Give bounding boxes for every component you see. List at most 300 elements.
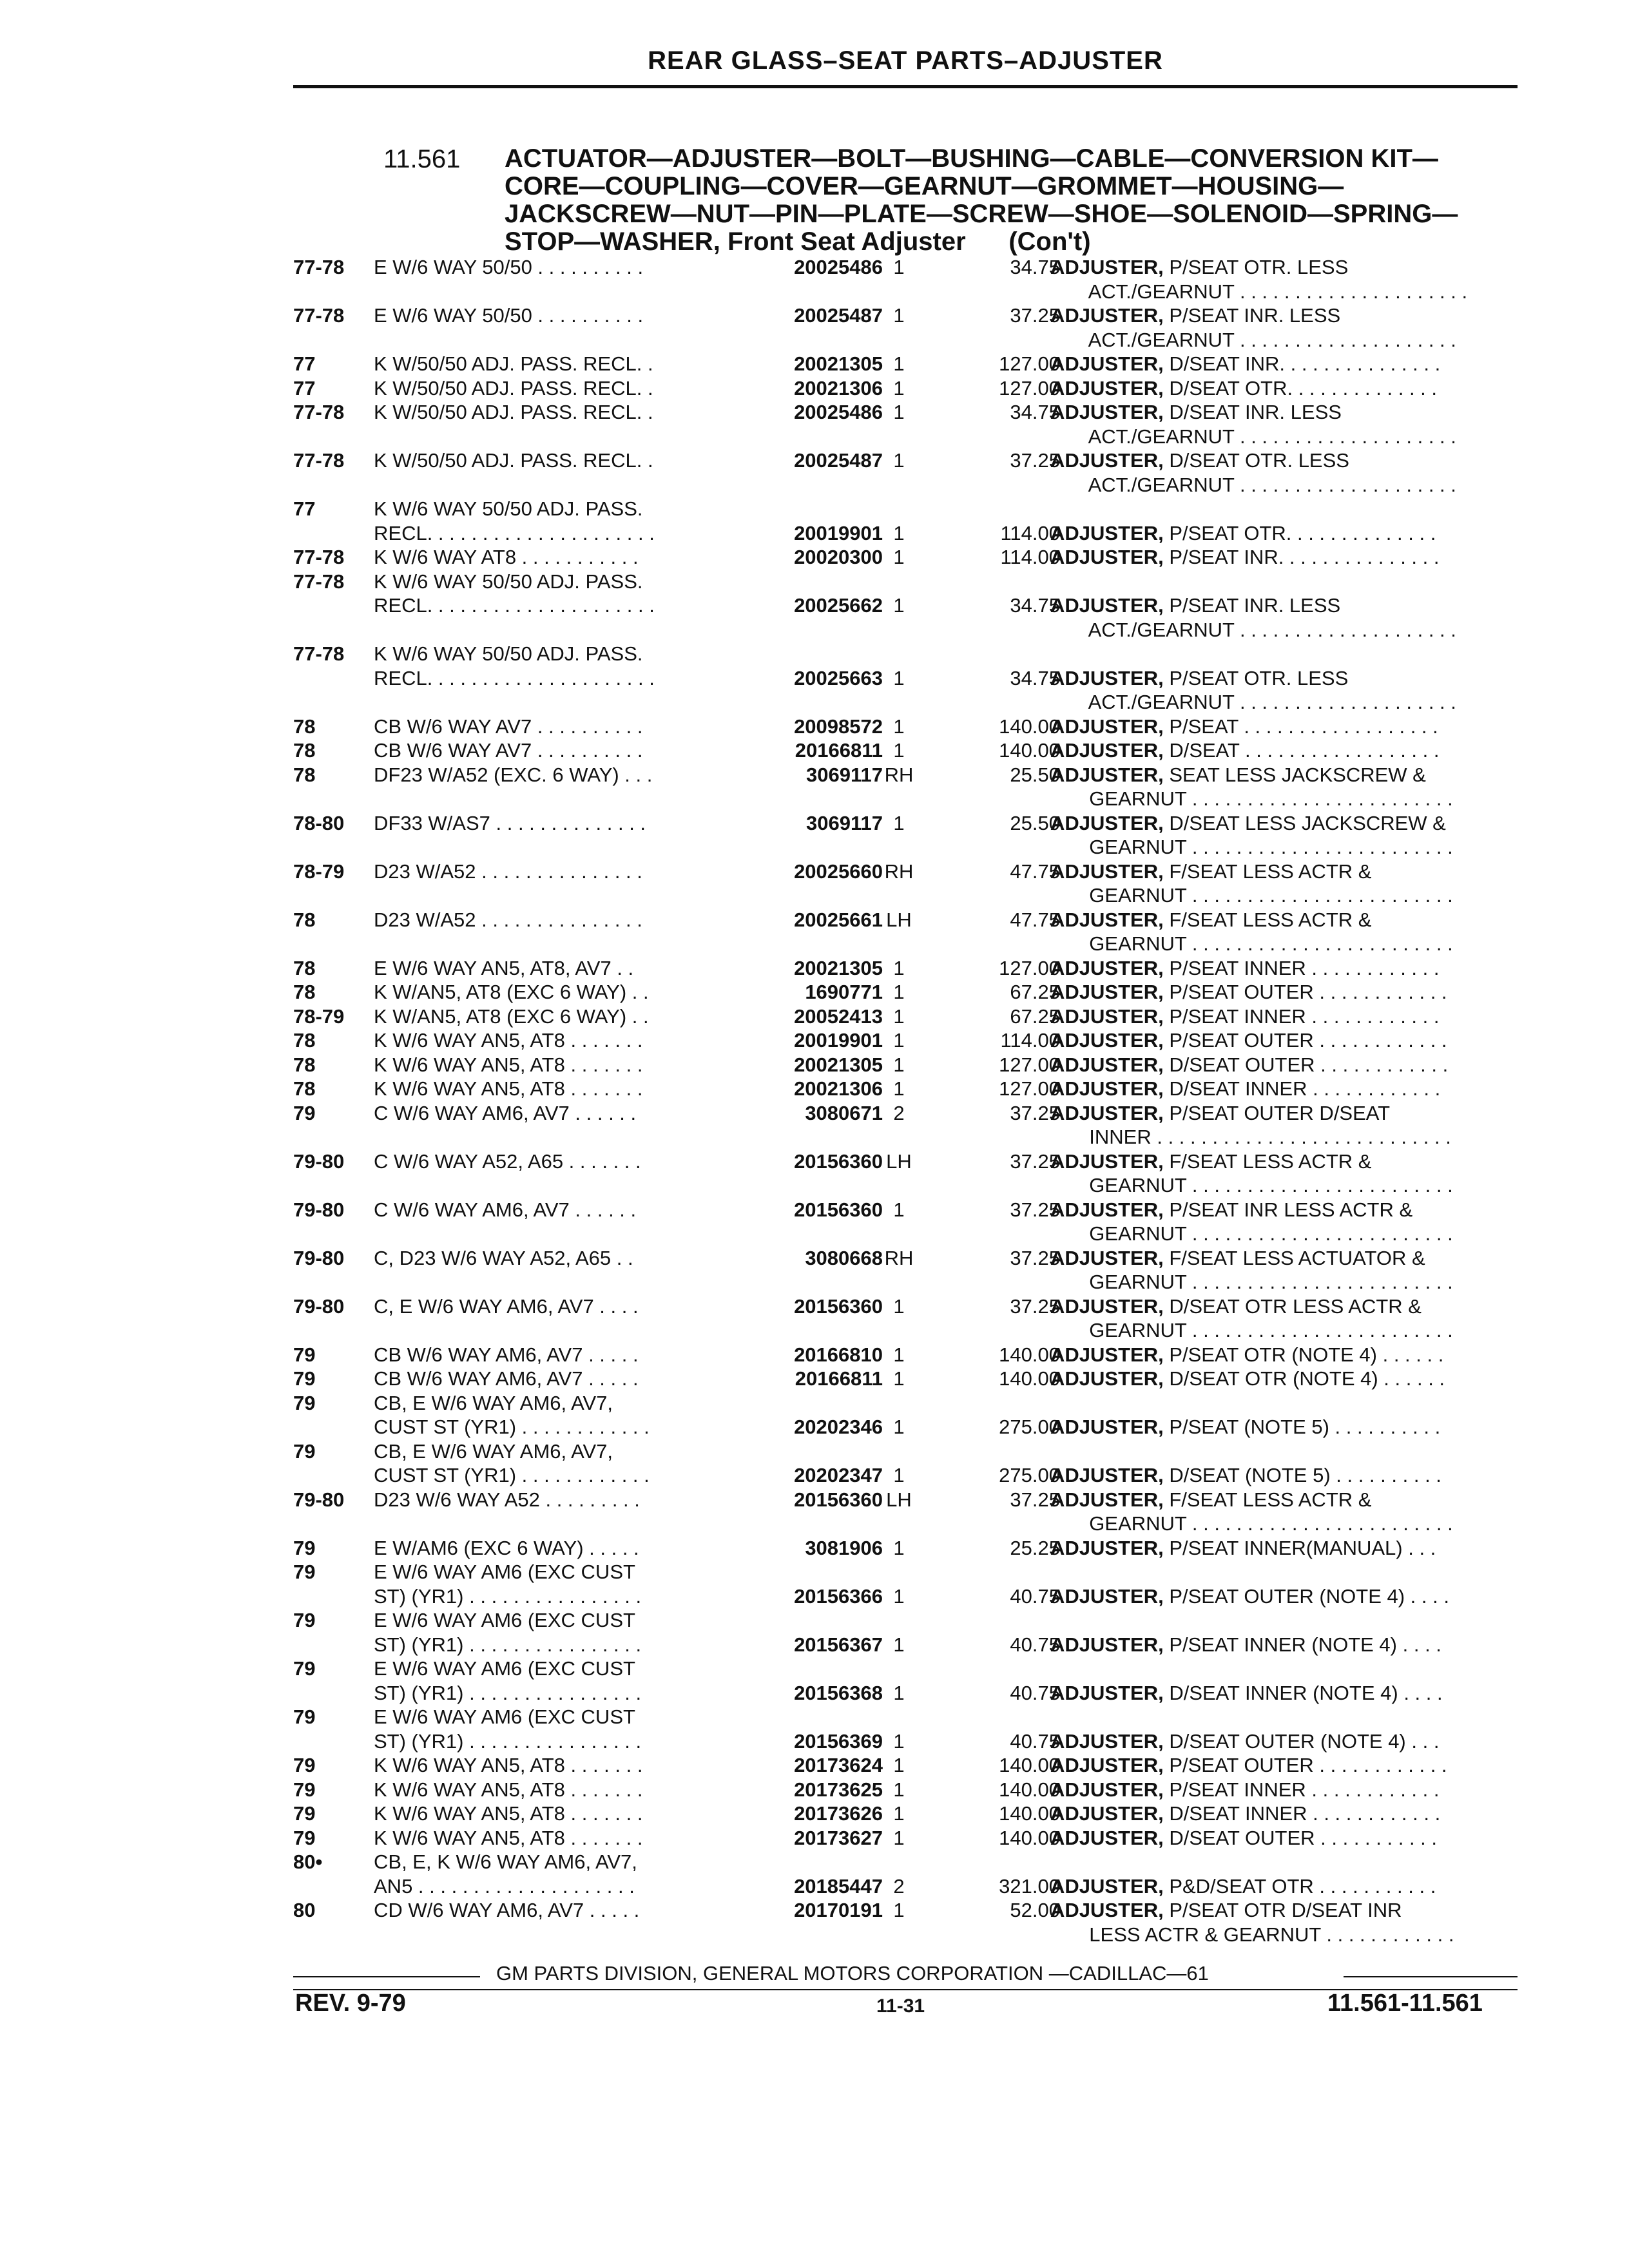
part-description: D/SEAT INNER . . . . . . . . . . . . — [1163, 1077, 1441, 1100]
application-cell: E W/6 WAY 50/50 . . . . . . . . . . — [374, 304, 644, 327]
year-cell: 77-78 — [293, 256, 345, 278]
part-name: ADJUSTER, — [1050, 666, 1164, 689]
description-cell — [1050, 1488, 1371, 1512]
year-cell: 79-80 — [293, 1246, 345, 1269]
parts-list — [293, 255, 1530, 1946]
part-description: D/SEAT INNER . . . . . . . . . . . . — [1163, 1802, 1441, 1825]
quantity-cell: 1 — [893, 521, 905, 544]
part-description: P/SEAT OTR D/SEAT INR — [1163, 1899, 1402, 1921]
table-row — [293, 1536, 1530, 1561]
application-cell: K W/6 WAY AN5, AT8 . . . . . . . — [374, 1802, 643, 1825]
description-cell — [1050, 1343, 1443, 1367]
part-number-cell: 20098572 — [794, 715, 883, 738]
part-description: P/SEAT OUTER D/SEAT — [1163, 1101, 1391, 1124]
quantity-cell: 1 — [893, 1778, 905, 1801]
price-cell: 140.00 — [999, 1343, 1060, 1366]
year-cell: 77-78 — [293, 546, 345, 568]
table-row — [293, 1802, 1530, 1826]
quantity-cell: 1 — [893, 449, 905, 472]
quantity-cell: 1 — [893, 352, 905, 375]
price-cell: 25.50 — [1010, 763, 1060, 786]
application-cell: CB, E W/6 WAY AM6, AV7, — [374, 1439, 613, 1463]
part-name: ADJUSTER, — [1050, 256, 1164, 278]
table-row — [293, 883, 1530, 908]
table-row — [293, 1463, 1530, 1488]
application-cell: K W/6 WAY AN5, AT8 . . . . . . . — [374, 1754, 643, 1776]
price-cell: 127.00 — [999, 1077, 1060, 1100]
year-cell: 78 — [293, 1053, 316, 1076]
quantity-cell: RH — [884, 763, 914, 786]
part-description: D/SEAT OTR. . . . . . . . . . . . . . — [1163, 376, 1438, 399]
part-number-cell: 3069117 — [806, 811, 883, 834]
year-cell: 77-78 — [293, 401, 345, 423]
part-name: ADJUSTER, — [1050, 1004, 1164, 1028]
application-cell: CUST ST (YR1) . . . . . . . . . . . . — [374, 1416, 650, 1438]
part-number-cell: 3080671 — [805, 1101, 883, 1124]
application-cell: DF23 W/A52 (EXC. 6 WAY) . . . — [374, 763, 653, 786]
quantity-cell: 2 — [893, 1874, 905, 1898]
table-row — [293, 1391, 1530, 1416]
year-cell: 79 — [293, 1367, 316, 1390]
part-description: P/SEAT INR. LESS — [1163, 304, 1341, 327]
year-cell: 78 — [293, 763, 316, 786]
part-number-cell: 20052413 — [794, 1004, 883, 1028]
price-cell: 37.25 — [1010, 304, 1060, 327]
year-cell: 79-80 — [293, 1488, 345, 1511]
part-number-cell: 20025660 — [794, 860, 883, 883]
price-cell: 140.00 — [999, 739, 1060, 762]
quantity-cell: 1 — [893, 1633, 905, 1656]
price-cell: 127.00 — [999, 352, 1060, 375]
part-description: D/SEAT . . . . . . . . . . . . . . . . . . — [1163, 739, 1440, 762]
year-cell: 77-78 — [293, 570, 345, 593]
table-row — [293, 473, 1530, 497]
year-cell: 78 — [293, 908, 316, 931]
price-cell: 25.50 — [1010, 811, 1060, 834]
part-description: GEARNUT . . . . . . . . . . . . . . . . . . . . . . . . — [1050, 1174, 1453, 1196]
part-description: D/SEAT OTR LESS ACTR & — [1163, 1294, 1422, 1318]
price-cell: 114.00 — [1000, 1029, 1060, 1052]
quantity-cell: 1 — [893, 1198, 905, 1221]
table-row — [293, 1608, 1530, 1633]
part-description: D/SEAT OUTER . . . . . . . . . . . — [1163, 1826, 1438, 1849]
table-row — [293, 1512, 1530, 1536]
quantity-cell: 1 — [893, 1367, 905, 1390]
price-cell: 275.00 — [999, 1464, 1060, 1486]
application-cell: K W/6 WAY 50/50 ADJ. PASS. — [374, 497, 643, 520]
description-cell — [1050, 1802, 1440, 1826]
part-description: SEAT LESS JACKSCREW & — [1163, 763, 1426, 786]
description-cell — [1050, 980, 1447, 1004]
table-row — [293, 593, 1530, 618]
quantity-cell: 1 — [893, 1754, 905, 1776]
application-cell: CUST ST (YR1) . . . . . . . . . . . . — [374, 1464, 650, 1486]
part-description: P/SEAT OTR. LESS — [1163, 256, 1349, 278]
quantity-cell: 1 — [893, 739, 905, 762]
price-cell: 127.00 — [999, 1053, 1060, 1076]
description-cell — [1050, 690, 1456, 715]
table-row — [293, 1222, 1530, 1246]
description-cell — [1050, 1149, 1371, 1174]
part-description: P/SEAT INR. . . . . . . . . . . . . . . — [1163, 546, 1440, 568]
price-cell: 37.25 — [1010, 1488, 1060, 1511]
year-cell: 77-78 — [293, 304, 345, 327]
description-cell — [1050, 1198, 1412, 1222]
description-cell — [1050, 666, 1348, 691]
part-number-cell: 20202346 — [794, 1416, 883, 1438]
part-description: ACT./GEARNUT . . . . . . . . . . . . . . . . . . . . — [1050, 328, 1456, 351]
table-row — [293, 1850, 1530, 1874]
part-name: ADJUSTER, — [1050, 1778, 1164, 1801]
application-cell: RECL. . . . . . . . . . . . . . . . . . . . . — [374, 594, 655, 617]
table-row — [293, 1584, 1530, 1609]
description-cell — [1050, 811, 1446, 836]
table-row — [293, 1753, 1530, 1778]
part-number-cell: 20025487 — [794, 449, 883, 472]
table-row — [293, 1923, 1530, 1947]
table-row — [293, 1898, 1530, 1923]
part-name: ADJUSTER, — [1050, 449, 1164, 472]
part-name: ADJUSTER, — [1050, 763, 1164, 786]
table-row — [293, 497, 1530, 521]
description-cell — [1050, 593, 1340, 618]
table-row — [293, 280, 1530, 304]
part-name: ADJUSTER, — [1050, 1729, 1164, 1753]
page-number: 11-31 — [876, 1995, 925, 2017]
quantity-cell: 2 — [893, 1101, 905, 1124]
part-name: ADJUSTER, — [1050, 811, 1164, 834]
table-row — [293, 255, 1530, 280]
part-description: P/SEAT INR. LESS — [1163, 594, 1341, 617]
part-description: GEARNUT . . . . . . . . . . . . . . . . . . . . . . . . — [1050, 1319, 1453, 1341]
quantity-cell: 1 — [893, 594, 905, 617]
part-description: P&D/SEAT OTR . . . . . . . . . . . — [1163, 1874, 1436, 1898]
description-cell — [1050, 618, 1456, 642]
application-cell: K W/6 WAY AN5, AT8 . . . . . . . — [374, 1778, 643, 1801]
part-number-cell: 20156360 — [794, 1294, 883, 1318]
application-cell: C, D23 W/6 WAY A52, A65 . . — [374, 1246, 633, 1269]
application-cell: E W/6 WAY AM6 (EXC CUST — [374, 1706, 635, 1728]
price-cell: 34.75 — [1010, 256, 1060, 278]
table-row — [293, 715, 1530, 739]
description-cell — [1050, 715, 1438, 739]
quantity-cell: LH — [886, 1488, 912, 1511]
year-cell: 78 — [293, 1077, 316, 1100]
part-name: ADJUSTER, — [1050, 1246, 1164, 1269]
part-description: GEARNUT . . . . . . . . . . . . . . . . . . . . . . . . — [1050, 932, 1453, 955]
part-description: ACT./GEARNUT . . . . . . . . . . . . . . . . . . . . . — [1050, 280, 1468, 303]
quantity-cell: LH — [886, 908, 912, 931]
year-cell: 79 — [293, 1536, 316, 1559]
part-number-cell: 20021305 — [794, 1053, 883, 1076]
description-cell — [1050, 473, 1456, 497]
part-description: D/SEAT INNER (NOTE 4) . . . . — [1163, 1681, 1443, 1704]
description-cell — [1050, 1536, 1436, 1561]
year-cell: 77-78 — [293, 642, 345, 665]
part-description: D/SEAT INR. LESS — [1163, 401, 1342, 423]
description-cell — [1050, 932, 1453, 956]
application-cell: K W/50/50 ADJ. PASS. RECL. . — [374, 376, 653, 399]
part-description: D/SEAT OUTER (NOTE 4) . . . — [1163, 1729, 1440, 1753]
table-row — [293, 1729, 1530, 1754]
part-number-cell: 20025661 — [794, 908, 883, 931]
quantity-cell: 1 — [893, 1416, 905, 1438]
part-number-cell: 20173627 — [794, 1826, 883, 1849]
application-cell: ST) (YR1) . . . . . . . . . . . . . . . . — [374, 1681, 642, 1704]
part-number-cell: 20166811 — [795, 1367, 883, 1390]
part-description: GEARNUT . . . . . . . . . . . . . . . . . . . . . . . . — [1050, 884, 1453, 907]
year-cell: 79 — [293, 1754, 316, 1776]
table-row — [293, 811, 1530, 836]
table-row — [293, 1125, 1530, 1149]
price-cell: 37.25 — [1010, 1198, 1060, 1221]
part-number-cell: 20025486 — [794, 401, 883, 423]
quantity-cell: 1 — [893, 666, 905, 689]
description-cell — [1050, 352, 1440, 376]
year-cell: 77 — [293, 497, 316, 520]
application-cell: E W/6 WAY AM6 (EXC CUST — [374, 1657, 635, 1680]
quantity-cell: 1 — [893, 1004, 905, 1028]
price-cell: 34.75 — [1010, 594, 1060, 617]
price-cell: 67.25 — [1010, 981, 1060, 1003]
application-cell: E W/6 WAY AM6 (EXC CUST — [374, 1561, 635, 1583]
application-cell: C W/6 WAY A52, A65 . . . . . . . — [374, 1149, 641, 1173]
table-row — [293, 1173, 1530, 1198]
description-cell — [1050, 738, 1439, 763]
description-cell — [1050, 1463, 1441, 1488]
table-row — [293, 1633, 1530, 1657]
description-cell — [1050, 1270, 1453, 1294]
application-cell: K W/AN5, AT8 (EXC 6 WAY) . . — [374, 1004, 649, 1028]
year-cell: 79 — [293, 1101, 316, 1124]
year-cell: 79-80 — [293, 1149, 345, 1173]
part-number-cell: 20173624 — [794, 1754, 883, 1776]
section-number: 11.561 — [383, 145, 461, 173]
year-cell: 79-80 — [293, 1294, 345, 1318]
table-row — [293, 1198, 1530, 1222]
description-cell — [1050, 883, 1453, 908]
description-cell — [1050, 860, 1371, 884]
part-name: ADJUSTER, — [1050, 1681, 1164, 1704]
revision-label: REV. 9-79 — [295, 1990, 406, 2017]
description-cell — [1050, 1753, 1447, 1778]
year-cell: 77-78 — [293, 449, 345, 472]
year-cell: 79 — [293, 1609, 316, 1631]
table-row — [293, 1367, 1530, 1391]
price-cell: 47.75 — [1010, 860, 1060, 883]
part-number-cell: 20021306 — [794, 376, 883, 399]
quantity-cell: 1 — [893, 256, 905, 278]
price-cell: 47.75 — [1010, 908, 1060, 931]
description-cell — [1050, 303, 1340, 328]
application-cell: K W/6 WAY AN5, AT8 . . . . . . . — [374, 1077, 643, 1100]
description-cell — [1050, 1633, 1441, 1657]
quantity-cell: 1 — [893, 401, 905, 423]
part-number-cell: 20156368 — [794, 1681, 883, 1704]
application-cell: K W/6 WAY AN5, AT8 . . . . . . . — [374, 1826, 643, 1849]
part-name: ADJUSTER, — [1050, 1536, 1164, 1559]
part-number-cell: 20156366 — [794, 1584, 883, 1608]
application-cell: RECL. . . . . . . . . . . . . . . . . . . . . — [374, 666, 655, 689]
price-cell: 140.00 — [999, 1826, 1060, 1849]
table-row — [293, 521, 1530, 546]
price-cell: 275.00 — [999, 1416, 1060, 1438]
year-cell: 77 — [293, 376, 316, 399]
price-cell: 37.25 — [1010, 1149, 1060, 1173]
table-row — [293, 448, 1530, 473]
part-description: D/SEAT INR. . . . . . . . . . . . . . . — [1163, 352, 1441, 375]
application-cell: K W/50/50 ADJ. PASS. RECL. . — [374, 401, 653, 423]
quantity-cell: 1 — [893, 1053, 905, 1076]
year-cell: 79 — [293, 1802, 316, 1825]
table-row — [293, 1028, 1530, 1053]
part-description: P/SEAT OTR. . . . . . . . . . . . . . — [1163, 521, 1436, 544]
year-cell: 79 — [293, 1561, 316, 1583]
price-cell: 40.75 — [1010, 1729, 1060, 1753]
part-description: P/SEAT INR LESS ACTR & — [1163, 1198, 1413, 1221]
application-cell: E W/6 WAY AN5, AT8, AV7 . . — [374, 956, 634, 979]
quantity-cell: 1 — [893, 981, 905, 1003]
description-cell — [1050, 1923, 1454, 1947]
description-cell — [1050, 1246, 1425, 1271]
part-number-cell: 20173625 — [794, 1778, 883, 1801]
description-cell — [1050, 1173, 1453, 1198]
description-cell — [1050, 1077, 1440, 1101]
part-description: P/SEAT . . . . . . . . . . . . . . . . . . — [1163, 715, 1438, 738]
table-row — [293, 1415, 1530, 1439]
part-number-cell: 20020300 — [794, 546, 883, 568]
application-cell: D23 W/A52 . . . . . . . . . . . . . . . — [374, 908, 642, 931]
part-name: ADJUSTER, — [1050, 1149, 1164, 1173]
quantity-cell: RH — [884, 1246, 914, 1269]
description-cell — [1050, 1512, 1453, 1536]
year-cell: 79 — [293, 1439, 316, 1463]
table-row — [293, 1439, 1530, 1464]
price-cell: 37.25 — [1010, 1101, 1060, 1124]
table-row — [293, 376, 1530, 401]
part-description: GEARNUT . . . . . . . . . . . . . . . . . . . . . . . . — [1050, 836, 1453, 858]
table-row — [293, 1705, 1530, 1729]
description-cell — [1050, 448, 1349, 473]
table-row — [293, 352, 1530, 376]
description-cell — [1050, 425, 1456, 449]
table-row — [293, 1270, 1530, 1294]
part-description: INNER . . . . . . . . . . . . . . . . . . . . . . . . . . . — [1050, 1126, 1451, 1148]
price-cell: 34.75 — [1010, 666, 1060, 689]
table-row — [293, 908, 1530, 932]
quantity-cell: 1 — [893, 1584, 905, 1608]
part-name: ADJUSTER, — [1050, 594, 1164, 617]
application-cell: ST) (YR1) . . . . . . . . . . . . . . . . — [374, 1584, 642, 1608]
quantity-cell: LH — [886, 1149, 912, 1173]
table-row — [293, 738, 1530, 763]
part-description: P/SEAT OTR (NOTE 4) . . . . . . — [1163, 1343, 1444, 1366]
quantity-cell: 1 — [893, 1294, 905, 1318]
description-cell — [1050, 1367, 1445, 1391]
price-cell: 140.00 — [999, 1802, 1060, 1825]
year-cell: 79 — [293, 1391, 316, 1414]
description-cell — [1050, 1294, 1422, 1319]
part-name: ADJUSTER, — [1050, 304, 1164, 327]
table-row — [293, 1101, 1530, 1126]
part-number-cell: 20166810 — [794, 1343, 883, 1366]
part-name: ADJUSTER, — [1050, 376, 1164, 399]
part-description: GEARNUT . . . . . . . . . . . . . . . . . . . . . . . . — [1050, 787, 1453, 810]
table-row — [293, 1246, 1530, 1271]
application-cell: C W/6 WAY AM6, AV7 . . . . . . — [374, 1198, 637, 1221]
table-row — [293, 1874, 1530, 1899]
description-cell — [1050, 763, 1426, 787]
part-name: ADJUSTER, — [1050, 715, 1164, 738]
application-cell: E W/AM6 (EXC 6 WAY) . . . . . — [374, 1536, 639, 1559]
part-description: ACT./GEARNUT . . . . . . . . . . . . . . . . . . . . — [1050, 473, 1456, 496]
price-cell: 140.00 — [999, 1778, 1060, 1801]
table-row — [293, 1488, 1530, 1512]
part-name: ADJUSTER, — [1050, 956, 1164, 979]
part-description: F/SEAT LESS ACTUATOR & — [1163, 1246, 1425, 1269]
price-cell: 40.75 — [1010, 1681, 1060, 1704]
section-title: ACTUATOR—ADJUSTER—BOLT—BUSHING—CABLE—CONVERSION KIT— CORE—COUPLING—COVER—GEARNUT—GROMMET—HOUSING— JACKSCREW—NUT—PIN—PLATE—SCREW—SHOE—SOLENOID—SPRING— STOP—WASHER, Front Seat Adjuster (Con't) — [505, 144, 1458, 256]
year-cell: 77 — [293, 352, 316, 375]
part-name: ADJUSTER, — [1050, 1029, 1164, 1052]
description-cell — [1050, 1101, 1390, 1126]
description-cell — [1050, 1826, 1437, 1850]
application-cell: E W/6 WAY AM6 (EXC CUST — [374, 1609, 635, 1631]
part-description: P/SEAT OUTER . . . . . . . . . . . . — [1163, 1029, 1447, 1052]
quantity-cell: 1 — [893, 1899, 905, 1921]
table-row — [293, 1657, 1530, 1681]
part-name: ADJUSTER, — [1050, 1343, 1164, 1366]
table-row — [293, 642, 1530, 666]
year-cell: 78-79 — [293, 1004, 345, 1028]
application-cell: E W/6 WAY 50/50 . . . . . . . . . . — [374, 256, 644, 278]
part-name: ADJUSTER, — [1050, 1488, 1164, 1511]
part-name: ADJUSTER, — [1050, 860, 1164, 883]
application-cell: CB W/6 WAY AM6, AV7 . . . . . — [374, 1343, 639, 1366]
table-row — [293, 570, 1530, 594]
table-row — [293, 835, 1530, 860]
part-description: GEARNUT . . . . . . . . . . . . . . . . . . . . . . . . — [1050, 1512, 1453, 1535]
application-cell: ST) (YR1) . . . . . . . . . . . . . . . . — [374, 1729, 642, 1753]
price-cell: 37.25 — [1010, 1246, 1060, 1269]
part-name: ADJUSTER, — [1050, 981, 1164, 1003]
part-description: P/SEAT OUTER (NOTE 4) . . . . — [1163, 1584, 1449, 1608]
description-cell — [1050, 1874, 1436, 1899]
description-cell — [1050, 787, 1453, 811]
price-cell: 114.00 — [1000, 546, 1060, 568]
description-cell — [1050, 376, 1437, 401]
quantity-cell: 1 — [893, 376, 905, 399]
part-number-cell: 20156360 — [794, 1198, 883, 1221]
part-description: ACT./GEARNUT . . . . . . . . . . . . . . . . . . . . — [1050, 691, 1456, 713]
table-row — [293, 545, 1530, 570]
part-number-cell: 20025663 — [794, 666, 883, 689]
page-title: REAR GLASS–SEAT PARTS–ADJUSTER — [648, 46, 1163, 75]
part-description: LESS ACTR & GEARNUT . . . . . . . . . . . . — [1050, 1923, 1454, 1946]
part-description: P/SEAT INNER(MANUAL) . . . — [1163, 1536, 1436, 1559]
quantity-cell: 1 — [893, 1343, 905, 1366]
part-name: ADJUSTER, — [1050, 1053, 1164, 1076]
description-cell — [1050, 545, 1439, 570]
description-cell — [1050, 1222, 1453, 1246]
part-name: ADJUSTER, — [1050, 521, 1164, 544]
part-description: P/SEAT (NOTE 5) . . . . . . . . . . — [1163, 1416, 1441, 1438]
part-number-cell: 20156360 — [794, 1488, 883, 1511]
year-cell: 78 — [293, 715, 316, 738]
quantity-cell: 1 — [893, 546, 905, 568]
part-number-cell: 20185447 — [794, 1874, 883, 1898]
table-row — [293, 1343, 1530, 1367]
